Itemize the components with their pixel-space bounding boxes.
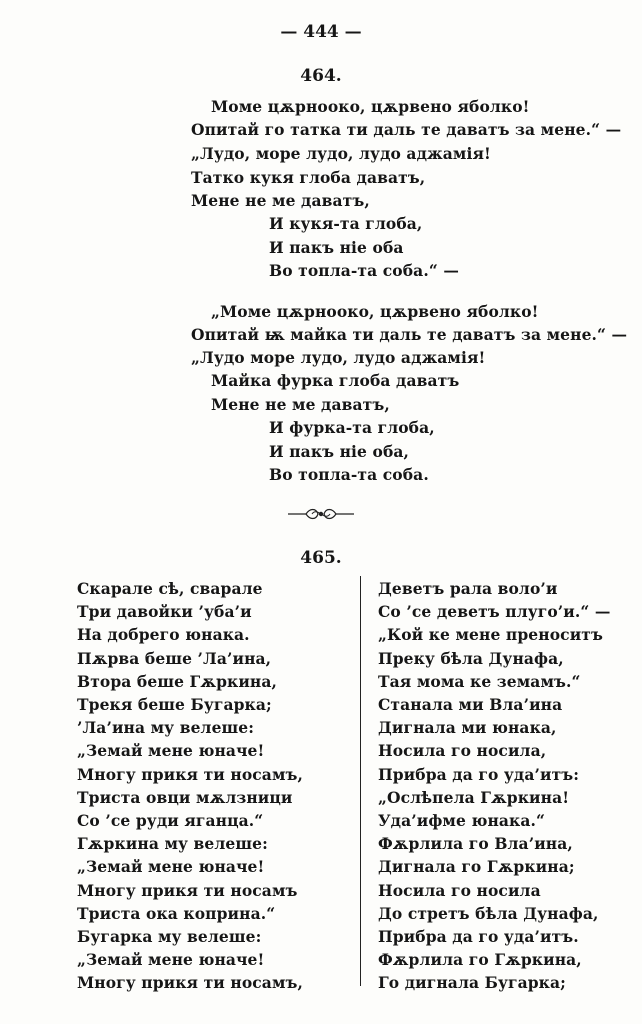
poem-465-title: 465. [300,548,342,568]
column-divider [360,576,361,986]
page-number: — 444 — [280,22,362,42]
verse-line: Со ’се руди яганца.“ [77,811,264,830]
verse-line: Дигнала го Гѫркина; [378,857,575,877]
verse-line: И пакъ ніе оба, [269,442,410,461]
verse-line: Прибра да го уда’итъ: [378,764,580,784]
verse-line: „Лудо море лудо, лудо аджамія! [191,348,486,367]
verse-line: „Земай мене юначе! [77,950,265,970]
verse-line: Уда’ифме юнака.“ [378,811,545,830]
verse-line: Татко кукя глоба даватъ, [191,168,426,187]
verse-line: Опитай го татка ти даль те даватъ за мене.“ — [191,120,622,139]
verse-line: И пакъ ніе оба [269,238,404,257]
verse-line: Во топла-та соба. [269,465,429,484]
verse-line: „Лудо, море лудо, лудо аджамія! [191,144,491,163]
verse-line: ’Ла’ина му велеше: [77,718,255,738]
verse-line: „Земай мене юначе! [77,857,265,877]
verse-line: „Моме цѫрнооко, цѫрвено яболко! [211,302,539,321]
verse-line: Во топла-та соба.“ — [269,261,459,280]
verse-line: Бугарка му велеше: [77,927,262,946]
verse-line: „Ослѣпела Гѫркина! [378,787,570,807]
verse-line: Деветъ рала воло’и [378,579,558,598]
verse-line: Многу прикя ти носамъ, [77,764,303,784]
poem-464-title: 464. [300,66,342,86]
verse-line: Гѫркина му велеше: [77,834,268,854]
ornament-divider-icon [286,506,356,522]
verse-line: Со ’се деветъ плуго’и.“ — [378,602,611,622]
verse-line: Многу прикя ти носамъ, [77,973,303,993]
verse-line: И фурка-та глоба, [269,418,435,437]
verse-line: Носила го носила, [378,741,547,761]
verse-line: Триста овци мѫлзници [77,787,293,807]
verse-line: Пѫрва беше ’Ла’ина, [77,648,272,668]
verse-line: Прибра да го уда’итъ. [378,927,579,946]
verse-line: Дигнала ми юнака, [378,718,557,738]
verse-line: Станала ми Вла’ина [378,695,563,714]
verse-line: Многу прикя ти носамъ [77,880,298,900]
verse-line: Втора беше Гѫркина, [77,671,278,691]
verse-line: Тая мома ке земамъ.“ [378,671,581,691]
verse-line: Фѫрлила го Вла’ина, [378,834,573,854]
verse-line: Мене не ме даватъ, [191,191,370,210]
verse-line: „Кой ке мене преноситъ [378,625,603,645]
verse-line: Мене не ме даватъ, [211,395,390,414]
verse-line: Моме цѫрнооко, цѫрвено яболко! [211,97,530,116]
verse-line: Майка фурка глоба даватъ [211,371,460,390]
verse-line: И кукя-та глоба, [269,214,423,233]
verse-line: Три давойки ’уба’и [77,602,252,622]
verse-line: Опитай ѭ майка ти даль те даватъ за мене.“ — [191,325,628,344]
verse-line: Носила го носила [378,880,541,900]
verse-line: До стретъ бѣла Дунафа, [378,903,599,923]
verse-line: Преку бѣла Дунафа, [378,648,564,668]
verse-line: Го дигнала Бугарка; [378,973,566,993]
verse-line: Скарале сѣ, сварале [77,579,263,598]
verse-line: Фѫрлила го Гѫркина, [378,950,582,970]
verse-line: Трекя беше Бугарка; [77,695,272,714]
verse-line: Триста ока коприна.“ [77,903,276,923]
verse-line: На добрего юнака. [77,625,250,645]
verse-line: „Земай мене юначе! [77,741,265,761]
